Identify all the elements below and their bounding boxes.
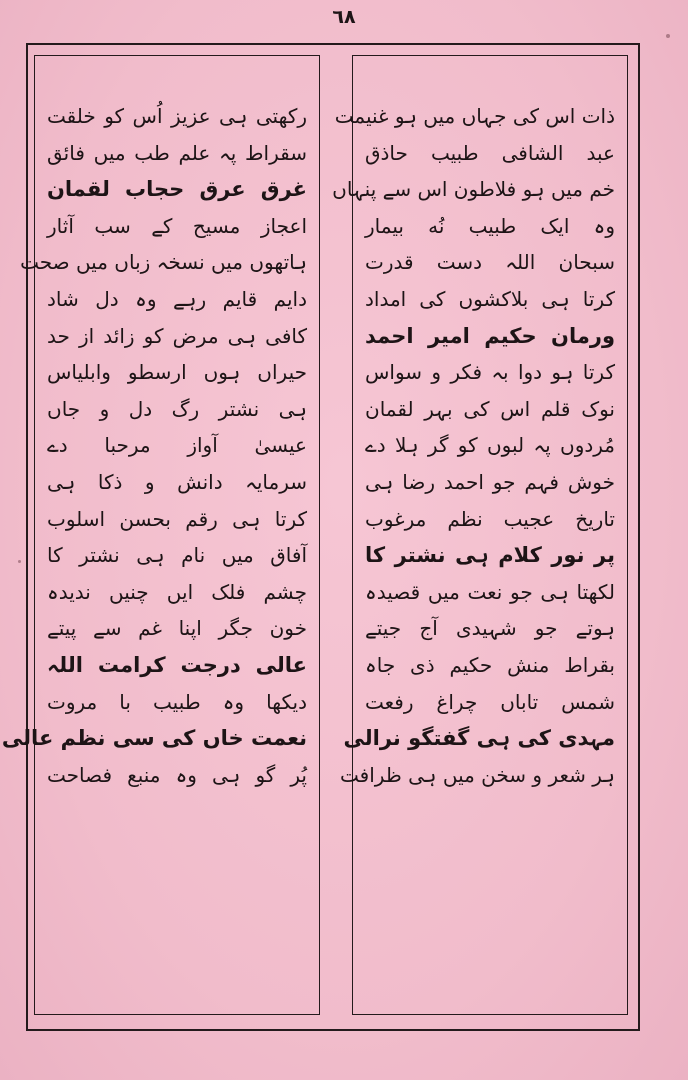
verse-line: مہدی کی ہی گفتگو نرالی — [343, 726, 615, 751]
verse-line: کرتا ہی رقم بحسن اسلوب — [47, 506, 307, 531]
verse-line: رکھتی ہی عزیز اُس کو خلقت — [47, 104, 307, 128]
verse-line: خوش فہم جو احمد رضا ہی — [365, 469, 615, 494]
verse-line: چشم فلک ایں چنیں ندیدہ — [47, 579, 307, 604]
verse-line: حیراں ہوں ارسطو وابلیاس — [47, 360, 307, 385]
verse-line: عیسیٰ آواز مرحبا دے — [47, 433, 307, 458]
paper-speck — [18, 560, 21, 563]
verse-line: سرمایہ دانش و ذکا ہی — [47, 469, 307, 494]
verse-line: مُردوں پہ لبوں کو گر ہلا دے — [365, 433, 615, 458]
left-verse-list — [1, 98, 307, 793]
verse-line: ورمان حکیم امیر احمد — [365, 323, 615, 348]
verse-line: سبحان اللہ دست قدرت — [365, 250, 615, 275]
verse-line: کرتا ہی بلاکشوں کی امداد — [365, 286, 615, 311]
verse-line: پُر گو ہی وہ منبع فصاحت — [47, 762, 307, 787]
verse-line: وہ ایک طبیب نُه بیمار — [365, 213, 615, 238]
left-verse-column — [1, 55, 320, 1015]
verse-line: بقراط منش حکیم ذی جاہ — [365, 652, 615, 677]
verse-line: آفاق میں نام ہی نشتر کا — [47, 543, 307, 568]
verse-line: تاریخ عجیب نظم مرغوب — [365, 506, 615, 531]
verse-line: شمس تاباں چراغ رفعت — [365, 689, 615, 714]
verse-line: دایم قایم رہے وہ دل شاد — [47, 286, 307, 311]
page-frame — [1, 43, 640, 1031]
verse-line: ذات اس کی جہاں میں ہو غنیمت — [334, 104, 615, 128]
verse-line: ہر شعر و سخن میں ہی ظرافت — [340, 762, 615, 787]
verse-line: خون جگر اپنا غم سے پیتے — [47, 616, 307, 641]
right-verse-list — [332, 98, 615, 793]
verse-line: لکھتا ہی جو نعت میں قصیدہ — [365, 579, 615, 604]
verse-line: ہوتے جو شہیدی آج جیتے — [365, 616, 615, 641]
verse-line: نعمت خاں کی سی نظم عالی — [1, 726, 307, 751]
page-number: ٦٨ — [332, 6, 356, 28]
verse-line: کافی ہی مرض کو زائد از حد — [47, 323, 307, 348]
verse-line: سقراط پہ علم طب میں فائق — [47, 140, 307, 165]
verse-line: کرتا ہو دوا بہ فکر و سواس — [365, 360, 615, 385]
verse-line: اعجاز مسیح کے سب آثار — [47, 213, 307, 238]
right-verse-column — [332, 55, 628, 1015]
verse-line: ہاتھوں میں نسخہ زباں میں صحت — [20, 250, 307, 275]
verse-line: عالی درجت کرامت اللہ — [47, 652, 307, 677]
verse-line: پر نور کلام ہی نشتر کا — [365, 543, 615, 568]
verse-line: خم میں ہو فلاطون اس سے پنہاں — [332, 177, 615, 202]
paper-speck — [666, 34, 670, 38]
verse-line: ہی نشتر رگ دل و جاں — [47, 396, 307, 421]
verse-line: دیکھا وہ طبیب با مروت — [47, 689, 307, 714]
verse-line: نوک قلم اس کی بہر لقمان — [365, 396, 615, 421]
verse-line: عبد الشافی طبیب حاذق — [365, 140, 615, 165]
verse-line: غرق عرق حجاب لقمان — [47, 177, 307, 202]
